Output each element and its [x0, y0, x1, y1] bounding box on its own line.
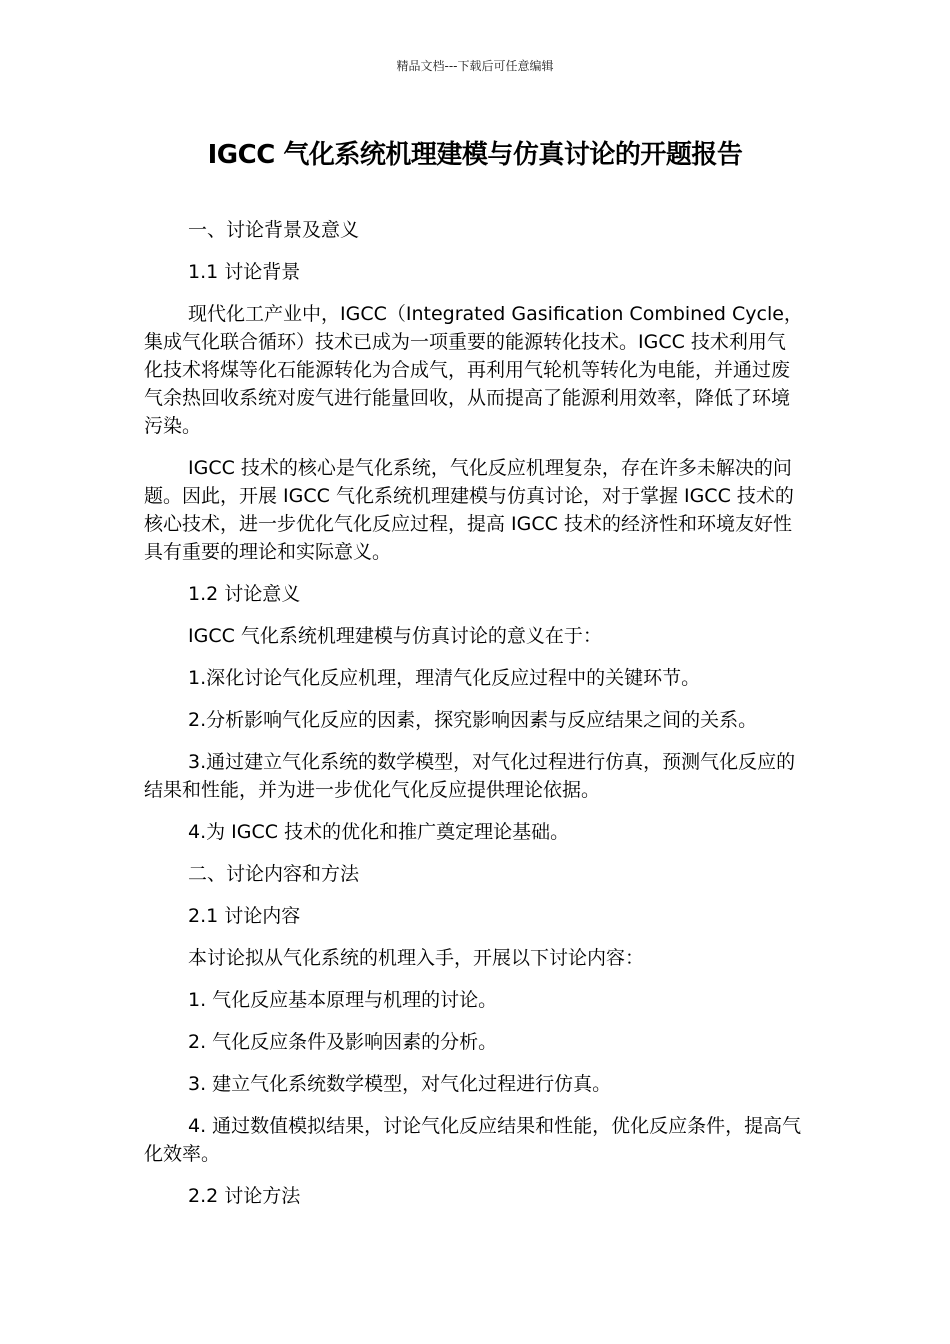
- document-title: IGCC 气化系统机理建模与仿真讨论的开题报告: [207, 140, 743, 170]
- body-paragraph: 现代化工产业中，IGCC（Integrated Gasification Combined Cycle，集成气化联合循环）技术已成为一项重要的能源转化技术。IGCC 技术利用气化技术将煤等化石能源转化为合成气，再利用气轮机等转化为电能，并通过废气余热回收系统对废气进行能量回收，从而提高了能源利用效率，降低了环境污染。: [144, 303, 803, 437]
- body-paragraph: IGCC 气化系统机理建模与仿真讨论的意义在于：: [188, 625, 602, 647]
- list-item: 4. 通过数值模拟结果，讨论气化反应结果和性能，优化反应条件，提高气化效率。: [144, 1115, 802, 1165]
- section-heading-2: 二、讨论内容和方法: [188, 863, 360, 885]
- list-item: 2. 气化反应条件及影响因素的分析。: [188, 1031, 498, 1053]
- subsection-heading-2-1: 2.1 讨论内容: [188, 905, 301, 927]
- body-paragraph: IGCC 技术的核心是气化系统，气化反应机理复杂，存在许多未解决的问题。因此，开展 IGCC 气化系统机理建模与仿真讨论，对于掌握 IGCC 技术的核心技术，进一步优化气化反应过程，提高 IGCC 技术的经济性和环境友好性具有重要的理论和实际意义。: [144, 457, 794, 563]
- list-item: 1.深化讨论气化反应机理，理清气化反应过程中的关键环节。: [188, 667, 701, 689]
- document-body: [144, 216, 804, 1224]
- subsection-heading-1-1: 1.1 讨论背景: [188, 261, 301, 283]
- list-item: 1. 气化反应基本原理与机理的讨论。: [188, 989, 498, 1011]
- list-item: 3.通过建立气化系统的数学模型，对气化过程进行仿真，预测气化反应的结果和性能，并为进一步优化气化反应提供理论依据。: [144, 751, 796, 801]
- page-header: 精品文档---下载后可任意编辑: [396, 59, 554, 73]
- subsection-heading-2-2: 2.2 讨论方法: [188, 1185, 301, 1207]
- list-item: 3. 建立气化系统数学模型，对气化过程进行仿真。: [188, 1073, 612, 1095]
- list-item: 4.为 IGCC 技术的优化和推广奠定理论基础。: [188, 821, 570, 843]
- body-paragraph: 本讨论拟从气化系统的机理入手，开展以下讨论内容：: [188, 947, 645, 969]
- subsection-heading-1-2: 1.2 讨论意义: [188, 583, 301, 605]
- list-item: 2.分析影响气化反应的因素，探究影响因素与反应结果之间的关系。: [188, 709, 758, 731]
- section-heading-1: 一、讨论背景及意义: [188, 219, 360, 241]
